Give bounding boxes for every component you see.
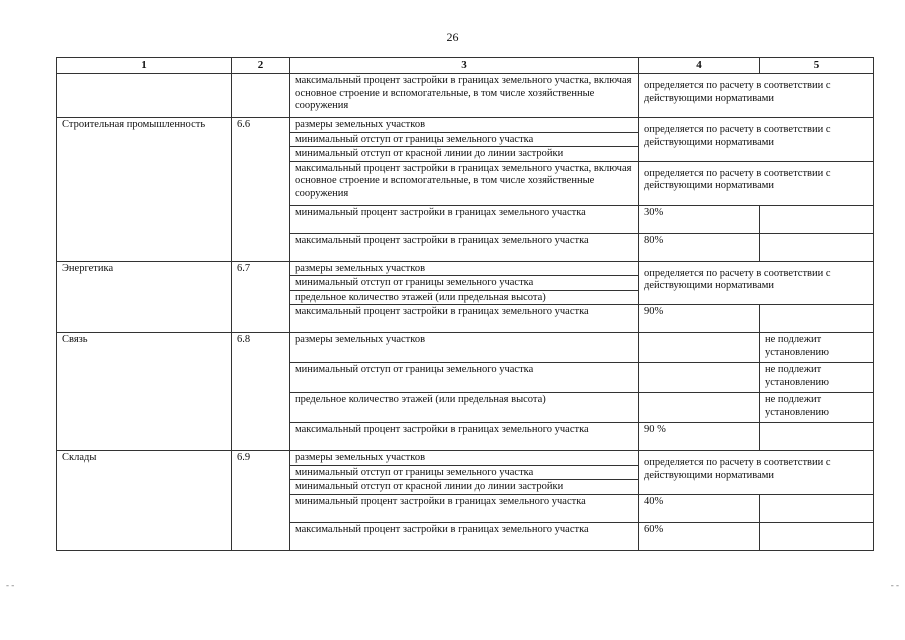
- parameter-cell: максимальный процент застройки в границах земельного участка: [290, 423, 639, 451]
- value-cell: определяется по расчету в соответствии с действующими нормативами: [639, 261, 874, 305]
- table-row: [57, 74, 874, 118]
- value-cell: определяется по расчету в соответствии с действующими нормативами: [639, 161, 874, 205]
- value-cell: 90 %: [639, 423, 760, 451]
- empty-cell: [760, 205, 874, 233]
- group-name-cell: Склады: [57, 451, 232, 551]
- parameter-cell: максимальный процент застройки в границах земельного участка, включая основное строение и вспомогательные, в том числе хозяйственные сооружения: [290, 161, 639, 205]
- parameter-cell: минимальный отступ от границы земельного участка: [290, 363, 639, 393]
- column-header-1: 1: [57, 58, 232, 74]
- parameter-cell: минимальный отступ от границы земельного участка: [290, 465, 639, 480]
- parameter-cell: минимальный отступ от границы земельного участка: [290, 276, 639, 291]
- parameter-cell: минимальный отступ от границы земельного участка: [290, 132, 639, 147]
- group-name-cell: Энергетика: [57, 261, 232, 333]
- group-code-cell: [232, 74, 290, 118]
- column-header-5: 5: [760, 58, 874, 74]
- group-code-cell: 6.8: [232, 333, 290, 451]
- empty-cell: [760, 233, 874, 261]
- empty-cell: [639, 333, 760, 363]
- parameter-cell: максимальный процент застройки в границах земельного участка: [290, 233, 639, 261]
- table-row: [57, 451, 874, 466]
- table-row: [57, 333, 874, 363]
- value-cell: 30%: [639, 205, 760, 233]
- parameter-cell: минимальный процент застройки в границах земельного участка: [290, 205, 639, 233]
- column-header-3: 3: [290, 58, 639, 74]
- parameter-cell: максимальный процент застройки в границах земельного участка: [290, 522, 639, 550]
- value-cell: 90%: [639, 305, 760, 333]
- parameter-cell: минимальный процент застройки в границах земельного участка: [290, 494, 639, 522]
- parameter-cell: размеры земельных участков: [290, 261, 639, 276]
- table-row: [57, 118, 874, 133]
- value-cell: определяется по расчету в соответствии с действующими нормативами: [639, 451, 874, 495]
- parameter-cell: максимальный процент застройки в границах земельного участка, включая основное строение и вспомогательные, в том числе хозяйственные сооружения: [290, 74, 639, 118]
- value-cell: 60%: [639, 522, 760, 550]
- value-cell: 80%: [639, 233, 760, 261]
- column-header-2: 2: [232, 58, 290, 74]
- group-name-cell: Строительная промышленность: [57, 118, 232, 262]
- parameter-cell: предельное количество этажей (или предельная высота): [290, 290, 639, 305]
- table-row: [57, 261, 874, 276]
- value-cell: определяется по расчету в соответствии с действующими нормативами: [639, 118, 874, 162]
- page-number: 26: [446, 30, 459, 44]
- empty-cell: [639, 363, 760, 393]
- table-header-row: [57, 58, 874, 74]
- group-name-cell: Связь: [57, 333, 232, 451]
- empty-cell: [760, 423, 874, 451]
- value-cell: 40%: [639, 494, 760, 522]
- group-code-cell: 6.6: [232, 118, 290, 262]
- parameter-cell: минимальный отступ от красной линии до линии застройки: [290, 147, 639, 162]
- parameter-cell: размеры земельных участков: [290, 118, 639, 133]
- empty-cell: [760, 494, 874, 522]
- value-cell: не подлежит установлению: [760, 393, 874, 423]
- column-header-4: 4: [639, 58, 760, 74]
- parameter-cell: минимальный отступ от красной линии до линии застройки: [290, 480, 639, 495]
- empty-cell: [760, 522, 874, 550]
- empty-cell: [639, 393, 760, 423]
- value-cell: не подлежит установлению: [760, 363, 874, 393]
- parameter-cell: максимальный процент застройки в границах земельного участка: [290, 305, 639, 333]
- right-margin-mark: - -: [890, 580, 899, 590]
- empty-cell: [760, 305, 874, 333]
- value-cell: определяется по расчету в соответствии с действующими нормативами: [639, 74, 874, 118]
- parameter-cell: предельное количество этажей (или предельная высота): [290, 393, 639, 423]
- group-code-cell: 6.7: [232, 261, 290, 333]
- regulations-table: [56, 57, 874, 551]
- parameter-cell: размеры земельных участков: [290, 451, 639, 466]
- parameter-cell: размеры земельных участков: [290, 333, 639, 363]
- value-cell: не подлежит установлению: [760, 333, 874, 363]
- group-name-cell: [57, 74, 232, 118]
- group-code-cell: 6.9: [232, 451, 290, 551]
- left-margin-mark: - -: [6, 580, 15, 590]
